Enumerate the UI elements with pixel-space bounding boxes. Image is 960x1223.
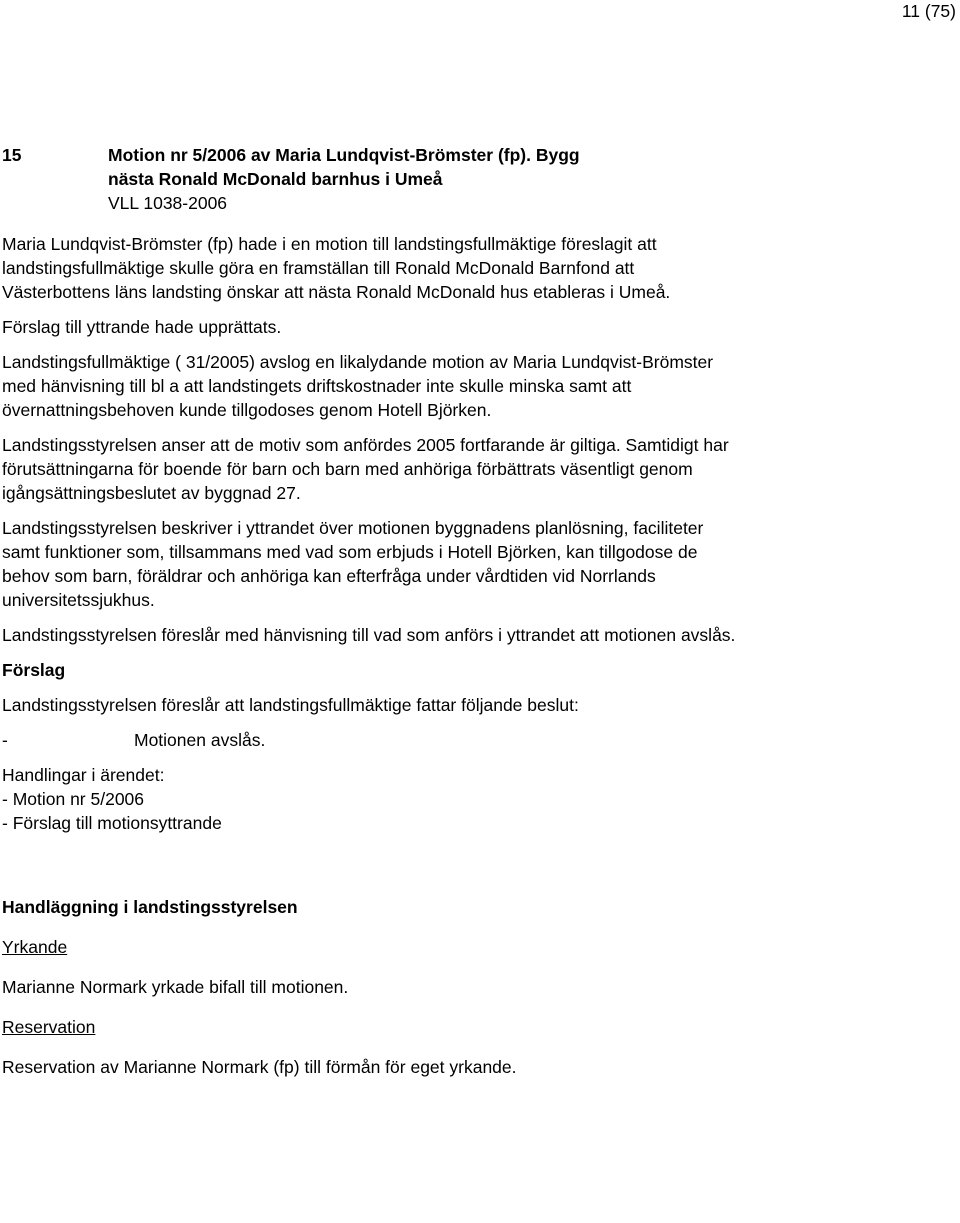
decision-text: Motionen avslås. [134, 730, 266, 750]
paragraph-previous-decision: Landstingsfullmäktige ( 31/2005) avslog en likalydande motion av Maria Lundqvist-Brömster med hänvisning till bl a att landstingets driftskostnader inte skulle minska samt att övernattningsbehoven kunde tillgodoses genom Hotell Björken. [2, 352, 714, 420]
reservation-label: Reservation [2, 1017, 96, 1037]
paragraph-motion-summary: Maria Lundqvist-Brömster (fp) hade i en motion till landstingsfullmäktige föreslagit att landstingsfullmäktige skulle göra en framställan till Ronald McDonald Barnfond att Västerbottens läns landsting önskar att nästa Ronald McDonald hus etableras i Umeå. [2, 234, 671, 302]
paragraph-board-opinion: Landstingsstyrelsen anser att de motiv som anfördes 2005 fortfarande är giltiga. Samtidigt har förutsättningarna för boende för barn och barn med anhöriga förbättrats väsentligt genom igångsättningsbeslutet av byggnad 27. [2, 435, 729, 503]
document-item: - Motion nr 5/2006 [2, 789, 145, 809]
proposal-heading: Förslag [2, 660, 66, 680]
documents-list [2, 763, 737, 835]
yrkande-text: Marianne Normark yrkade bifall till motionen. [2, 977, 349, 997]
decision-dash: - [2, 730, 8, 750]
item-heading [108, 143, 628, 215]
proposal-intro: Landstingsstyrelsen föreslår att landstingsfullmäktige fattar följande beslut: [2, 695, 579, 715]
document-body [2, 232, 737, 1090]
reservation-text: Reservation av Marianne Normark (fp) till förmån för eget yrkande. [2, 1057, 517, 1077]
item-reference: VLL 1038-2006 [108, 193, 228, 213]
yrkande-label: Yrkande [2, 937, 68, 957]
document-item: - Förslag till motionsyttrande [2, 813, 222, 833]
proposal-decision-row [2, 728, 737, 752]
paragraph-board-recommendation: Landstingsstyrelsen föreslår med hänvisning till vad som anförs i yttrandet att motionen avslås. [2, 625, 736, 645]
item-title: Motion nr 5/2006 av Maria Lundqvist-Brömster (fp). Bygg nästa Ronald McDonald barnhus i Umeå [108, 145, 580, 189]
page-number: 11 (75) [901, 1, 956, 21]
documents-heading: Handlingar i ärendet: [2, 765, 165, 785]
paragraph-draft-prepared: Förslag till yttrande hade upprättats. [2, 317, 282, 337]
item-number: 15 [2, 145, 22, 165]
paragraph-building-description: Landstingsstyrelsen beskriver i yttrandet över motionen byggnadens planlösning, faciliteter samt funktioner som, tillsammans med vad som erbjuds i Hotell Björken, kan tillgodose de behov som barn, föräldrar och anhöriga kan efterfråga under vårdtiden vid Norrlands universitetssjukhus. [2, 518, 704, 610]
handling-heading: Handläggning i landstingsstyrelsen [2, 897, 298, 917]
